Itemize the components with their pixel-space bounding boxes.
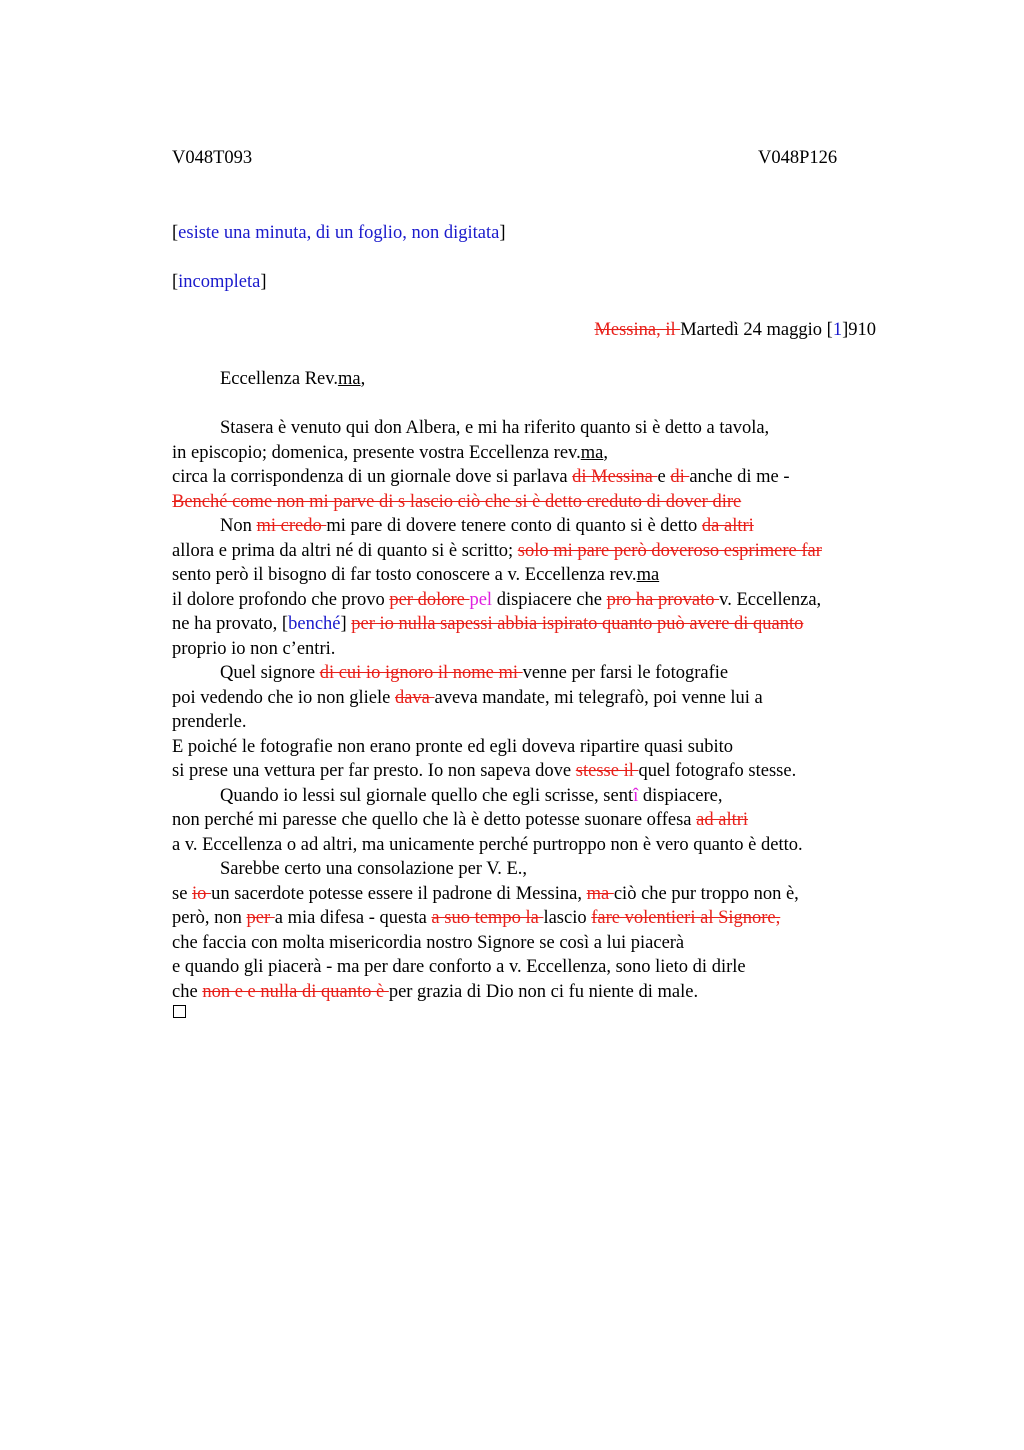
text-line: a v. Eccellenza o ad altri, ma unicamente perché purtroppo non è vero quanto è detto. (172, 834, 803, 855)
text-line: non perché mi paresse che quello che là è detto potesse suonare offesa ad altri (172, 810, 749, 830)
text-line: sento però il bisogno di far tosto conoscere a v. Eccellenza rev.ma (172, 565, 660, 585)
text-line: Non mi credo mi pare di dovere tenere conto di quanto si è detto da altri (220, 516, 754, 536)
document-code-left: V048T093 (172, 148, 253, 168)
text-line: che faccia con molta misericordia nostro Signore se così a lui piacerà (172, 932, 685, 953)
text-line: e quando gli piacerà - ma per dare conforto a v. Eccellenza, sono lieto di dirle (172, 957, 746, 977)
editorial-note-draft: [esiste una minuta, di un foglio, non digitata] (172, 223, 506, 243)
letter-body (172, 416, 932, 1004)
text-line: Quel signore di cui io ignoro il nome mi venne per farsi le fotografie (220, 663, 729, 683)
text-line: però, non per a mia difesa - questa a suo tempo la lascio fare volentieri al Signore, (172, 908, 781, 928)
letter-date: Messina, il Martedì 24 maggio [1]910 (594, 320, 876, 340)
text-line: ne ha provato, [benché] per io nulla sapessi abbia ispirato quanto può avere di quanto (172, 614, 804, 634)
text-line: se io un sacerdote potesse essere il padrone di Messina, ma ciò che pur troppo non è, (172, 883, 799, 904)
text-line: Benché come non mi parve di s lascio ciò che si è detto creduto di dover dire (172, 491, 742, 512)
text-line: Quando io lessi sul giornale quello che egli scrisse, sentî dispiacere, (220, 785, 723, 806)
end-square-icon (173, 1005, 186, 1018)
text-line: E poiché le fotografie non erano pronte ed egli doveva ripartire quasi subito (172, 736, 733, 757)
text-line: allora e prima da altri né di quanto si è scritto; solo mi pare però doveroso esprimere far (172, 540, 822, 561)
editorial-note-incomplete: [incompleta] (172, 272, 267, 292)
deleted-text: Messina, il (594, 320, 681, 340)
text-line: il dolore profondo che provo per dolore pel dispiacere che pro ha provato v. Eccellenza, (172, 589, 822, 610)
text-line: proprio io non c’entri. (172, 638, 336, 659)
salutation: Eccellenza Rev.ma, (220, 369, 366, 389)
text-line: si prese una vettura per far presto. Io non sapeva dove stesse il quel fotografo stesse. (172, 761, 797, 781)
text-line: Sarebbe certo una consolazione per V. E., (220, 859, 528, 879)
text-line: prenderle. (172, 712, 247, 732)
text-line: in episcopio; domenica, presente vostra Eccellenza rev.ma, (172, 442, 608, 463)
letter-page (172, 0, 932, 1450)
text-line: poi vedendo che io non gliele dava aveva mandate, mi telegrafò, poi venne lui a (172, 687, 763, 708)
text-line: che non e e nulla di quanto è per grazia di Dio non ci fu niente di male. (172, 981, 699, 1002)
text-line: circa la corrispondenza di un giornale dove si parlava di Messina e di anche di me - (172, 467, 790, 487)
document-code-right: V048P126 (758, 148, 838, 168)
text-line: Stasera è venuto qui don Albera, e mi ha riferito quanto si è detto a tavola, (220, 418, 770, 438)
